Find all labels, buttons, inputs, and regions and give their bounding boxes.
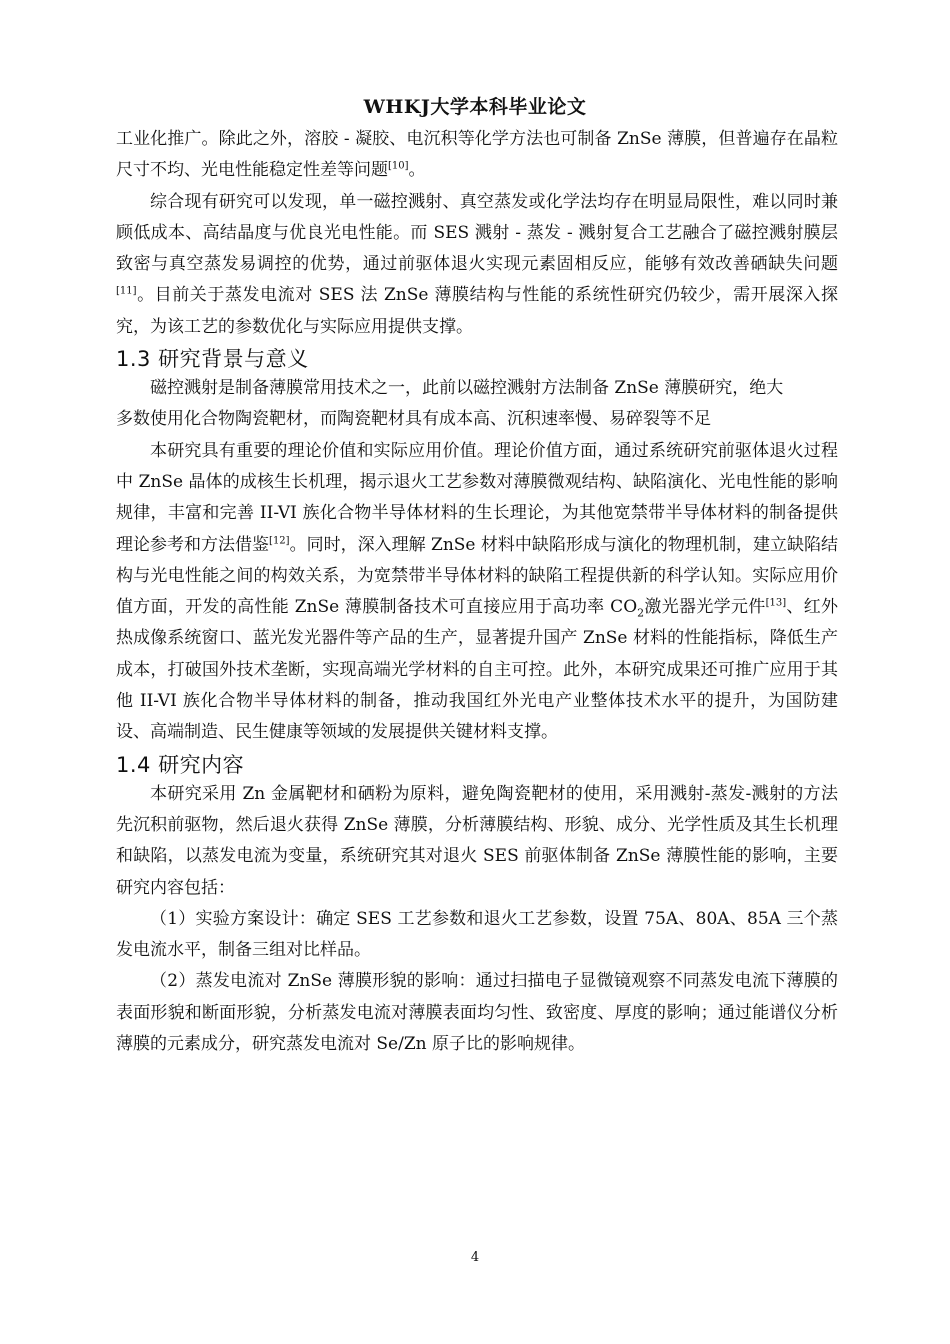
list-item-2: （2）蒸发电流对 ZnSe 薄膜形貌的影响：通过扫描电子显微镜观察不同蒸发电流下薄膜的表面形貌和断面形貌，分析蒸发电流对薄膜表面均匀性、致密度、厚度的影响；通过能谱仪分析薄膜的元素成分，研究蒸发电流对 Se/Zn 原子比的影响规律。 xyxy=(116,971,838,1055)
section-heading-1-4: 1.4 研究内容 xyxy=(116,752,245,777)
paragraph-background-cont: 多数使用化合物陶瓷靶材，而陶瓷靶材具有成本高、沉积速率慢、易碎裂等不足 xyxy=(116,409,711,430)
section-heading-1-3: 1.3 研究背景与意义 xyxy=(116,347,309,372)
page-number: 4 xyxy=(470,1250,480,1265)
body-content xyxy=(116,124,838,1060)
paragraph-continuation xyxy=(116,124,838,187)
citation: [10] xyxy=(388,160,409,172)
list-item-1: （1）实验方案设计：确定 SES 工艺参数和退火工艺参数，设置 75A、80A、85A 三个蒸发电流水平，制备三组对比样品。 xyxy=(116,908,838,961)
citation: [13] xyxy=(765,597,787,609)
paragraph-text: 。 xyxy=(408,160,426,181)
citation: [11] xyxy=(116,285,137,297)
subscript: 2 xyxy=(637,606,645,620)
paragraph-summary xyxy=(116,187,838,343)
citation: [12] xyxy=(269,534,290,546)
paragraph-background: 磁控溅射是制备薄膜常用技术之一，此前以磁控溅射方法制备 ZnSe 薄膜研究，绝大 xyxy=(150,378,784,399)
paragraph-research-content: 本研究采用 Zn 金属靶材和硒粉为原料，避免陶瓷靶材的使用，采用溅射-蒸发-溅射的方法先沉积前驱物，然后退火获得 ZnSe 薄膜，分析薄膜结构、形貌、成分、光学性质及其生长机理和缺陷，以蒸发电流为变量，系统研究其对退火 SES 前驱体制备 ZnSe 薄膜性能的影响，主要研究内容包括： xyxy=(116,783,838,898)
paragraph-text: 激光器光学元件 xyxy=(644,597,766,618)
paragraph-text: 、红外热成像系统窗口、蓝光发光器件等产品的生产，显著提升国产 ZnSe 材料的性能指标，降低生产成本，打破国外技术垄断，实现高端光学材料的自主可控。此外，本研究成果还可推广应用于其他 II-VI 族化合物半导体材料的制备，推动我国红外光电产业整体技术水平的提升，为国防建设、高端制造、民生健康等领域的发展提供关键材料支撑。 xyxy=(116,597,839,743)
paragraph-text: 。目前关于蒸发电流对 SES 法 ZnSe 薄膜结构与性能的系统性研究仍较少，需开展深入探究，为该工艺的参数优化与实际应用提供支撑。 xyxy=(116,285,838,337)
paragraph-text: 工业化推广。除此之外，溶胶 - 凝胶、电沉积等化学方法也可制备 ZnSe 薄膜，但普遍存在晶粒尺寸不均、光电性能稳定性差等问题 xyxy=(116,129,838,181)
paragraph-text: 。同时，深入理解 ZnSe 材料中缺陷形成与演化的物理机制，建立缺陷结构与光电性能之间的构效关系，为宽禁带半导体材料的缺陷工程提供新的科学认知。实际应用价值方面，开发的高性能 ZnSe 薄膜制备技术可直接应用于高功率 CO xyxy=(116,534,838,618)
paragraph-text: 本研究具有重要的理论价值和实际应用价值。理论价值方面，通过系统研究前驱体退火过程中 ZnSe 晶体的成核生长机理，揭示退火工艺参数对薄膜微观结构、缺陷演化、光电性能的影响规律，丰富和完善 II-VI 族化合物半导体材料的生长理论，为其他宽禁带半导体材料的制备提供理论参考和方法借鉴 xyxy=(116,440,838,555)
running-header: WHKJ大学本科毕业论文 xyxy=(363,96,587,118)
paragraph-significance xyxy=(116,436,838,749)
paragraph-text: 综合现有研究可以发现，单一磁控溅射、真空蒸发或化学法均存在明显局限性，难以同时兼顾低成本、高结晶度与优良光电性能。而 SES 溅射 - 蒸发 - 溅射复合工艺融合了磁控溅射膜层致密与真空蒸发易调控的优势，通过前驱体退火实现元素固相反应，能够有效改善硒缺失问题 xyxy=(116,191,838,275)
